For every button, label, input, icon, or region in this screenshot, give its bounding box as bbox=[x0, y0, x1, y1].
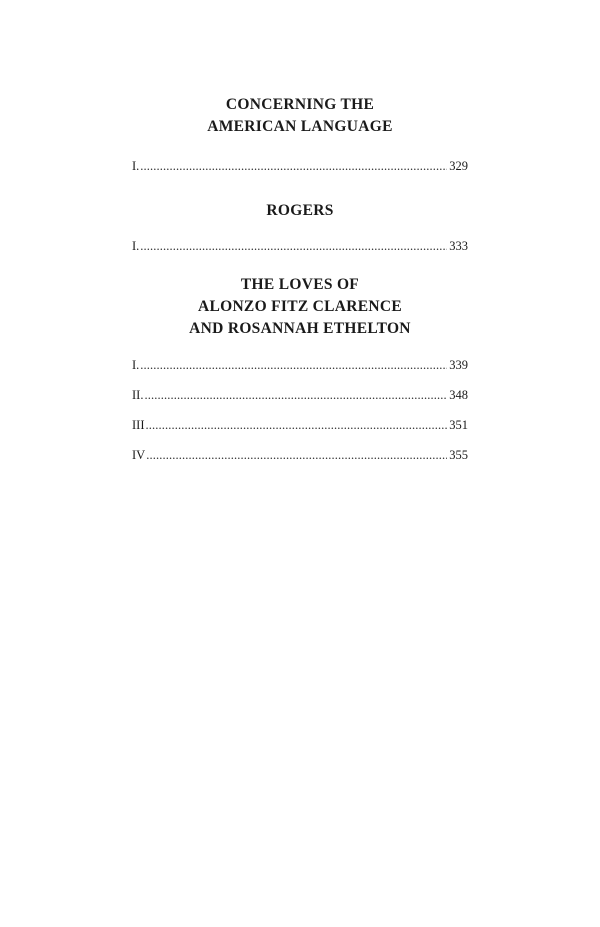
toc-entry[interactable] bbox=[132, 418, 468, 433]
page-number: 339 bbox=[449, 358, 468, 372]
page-number: 329 bbox=[449, 159, 468, 173]
toc-entry[interactable] bbox=[132, 388, 468, 403]
page-number: 333 bbox=[449, 239, 468, 253]
section-title bbox=[132, 200, 468, 222]
chapter-number: IV bbox=[132, 448, 146, 462]
toc-entry[interactable] bbox=[132, 448, 468, 463]
dot-leader bbox=[143, 388, 447, 403]
toc-entry[interactable] bbox=[132, 358, 468, 373]
section-entries bbox=[132, 159, 468, 174]
dot-leader bbox=[139, 159, 447, 174]
section-title-line: ALONZO FITZ CLARENCE bbox=[197, 298, 403, 315]
dot-leader bbox=[145, 418, 448, 433]
section-title-line: AND ROSANNAH ETHELTON bbox=[189, 320, 411, 337]
section-title-line: AMERICAN LANGUAGE bbox=[207, 118, 393, 135]
chapter-number: I. bbox=[132, 358, 140, 372]
dot-leader bbox=[139, 358, 447, 373]
toc-entry[interactable] bbox=[132, 159, 468, 174]
table-of-contents bbox=[132, 94, 468, 463]
page-number: 348 bbox=[449, 388, 468, 402]
chapter-number: I. bbox=[132, 239, 140, 253]
chapter-number: I. bbox=[132, 159, 140, 173]
dot-leader bbox=[145, 448, 447, 463]
chapter-number: II. bbox=[132, 388, 144, 402]
section-title-line: ROGERS bbox=[266, 202, 334, 219]
toc-entry[interactable] bbox=[132, 239, 468, 254]
page-number: 355 bbox=[449, 448, 468, 462]
chapter-number: III bbox=[132, 418, 145, 432]
section-title-line: THE LOVES OF bbox=[240, 276, 360, 293]
section-entries bbox=[132, 358, 468, 463]
page-number: 351 bbox=[449, 418, 468, 432]
section-title bbox=[132, 274, 468, 340]
dot-leader bbox=[139, 239, 447, 254]
section-title bbox=[132, 94, 468, 138]
section-title-line: CONCERNING THE bbox=[225, 96, 375, 113]
section-entries bbox=[132, 239, 468, 254]
